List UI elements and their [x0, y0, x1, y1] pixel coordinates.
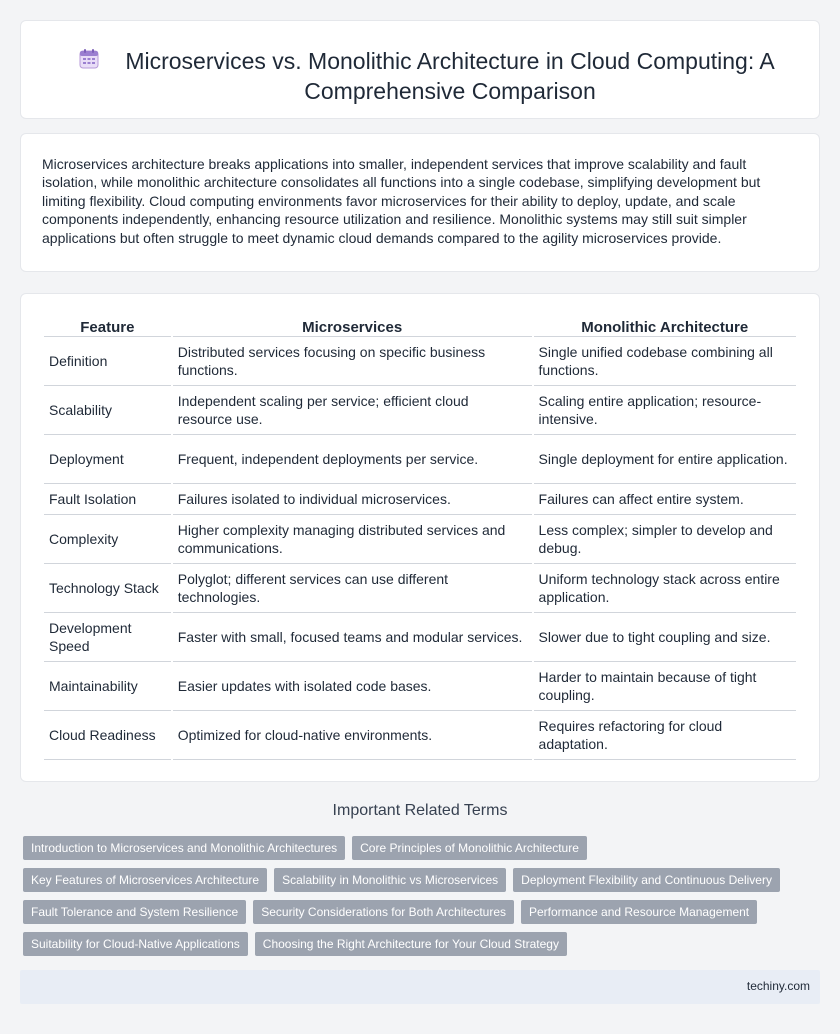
microservices-cell: Optimized for cloud-native environments.: [173, 711, 532, 760]
feature-cell: Scalability: [44, 386, 171, 435]
related-term-tag[interactable]: Core Principles of Monolithic Architecture: [352, 836, 587, 860]
related-term-tag[interactable]: Scalability in Monolithic vs Microservices: [274, 868, 506, 892]
table-row: [44, 484, 796, 515]
monolithic-cell: Failures can affect entire system.: [534, 484, 796, 515]
comparison-card: [20, 293, 820, 782]
table-row: [44, 711, 796, 760]
feature-cell: Definition: [44, 337, 171, 386]
related-term-tag[interactable]: Key Features of Microservices Architecture: [23, 868, 267, 892]
header-monolithic: Monolithic Architecture: [534, 314, 796, 337]
related-term-tag[interactable]: Introduction to Microservices and Monolithic Architectures: [23, 836, 345, 860]
microservices-cell: Failures isolated to individual microservices.: [173, 484, 532, 515]
table-row: [44, 564, 796, 613]
table-row: [44, 662, 796, 711]
monolithic-cell: Single unified codebase combining all functions.: [534, 337, 796, 386]
tag-row: [23, 868, 813, 892]
table-row: [44, 515, 796, 564]
tag-row: [23, 900, 813, 924]
feature-cell: Fault Isolation: [44, 484, 171, 515]
feature-cell: Development Speed: [44, 613, 171, 662]
table-row: [44, 386, 796, 435]
intro-card: [20, 133, 820, 272]
monolithic-cell: Requires refactoring for cloud adaptation.: [534, 711, 796, 760]
table-header-row: [44, 314, 796, 337]
table-row: [44, 435, 796, 484]
comparison-table: [42, 314, 798, 760]
microservices-cell: Polyglot; different services can use different technologies.: [173, 564, 532, 613]
header-feature: Feature: [44, 314, 171, 337]
feature-cell: Cloud Readiness: [44, 711, 171, 760]
related-term-tag[interactable]: Performance and Resource Management: [521, 900, 757, 924]
monolithic-cell: Uniform technology stack across entire application.: [534, 564, 796, 613]
microservices-cell: Distributed services focusing on specific business functions.: [173, 337, 532, 386]
microservices-cell: Easier updates with isolated code bases.: [173, 662, 532, 711]
monolithic-cell: Less complex; simpler to develop and debug.: [534, 515, 796, 564]
header-microservices: Microservices: [173, 314, 532, 337]
tag-row: [23, 932, 813, 956]
related-term-tag[interactable]: Security Considerations for Both Architectures: [253, 900, 514, 924]
monolithic-cell: Scaling entire application; resource-intensive.: [534, 386, 796, 435]
related-term-tag[interactable]: Choosing the Right Architecture for Your Cloud Strategy: [255, 932, 567, 956]
table-row: [44, 337, 796, 386]
page-title: Microservices vs. Monolithic Architecture in Cloud Computing: A Comprehensive Comparison: [125, 48, 775, 104]
microservices-cell: Higher complexity managing distributed services and communications.: [173, 515, 532, 564]
related-term-tag[interactable]: Deployment Flexibility and Continuous Delivery: [513, 868, 780, 892]
tag-row: [23, 836, 813, 860]
microservices-cell: Frequent, independent deployments per service.: [173, 435, 532, 484]
feature-cell: Maintainability: [44, 662, 171, 711]
table-row: [44, 613, 796, 662]
footer-site-link[interactable]: techiny.com: [746, 979, 810, 993]
feature-cell: Complexity: [44, 515, 171, 564]
microservices-cell: Independent scaling per service; efficient cloud resource use.: [173, 386, 532, 435]
monolithic-cell: Harder to maintain because of tight coupling.: [534, 662, 796, 711]
monolithic-cell: Slower due to tight coupling and size.: [534, 613, 796, 662]
title-card: [20, 20, 820, 119]
related-term-tag[interactable]: Fault Tolerance and System Resilience: [23, 900, 246, 924]
intro-paragraph: Microservices architecture breaks applications into smaller, independent services that improve scalability and fault isolation, while monolithic architecture consolidates all functions into a single codebase, simplifying development but limiting flexibility. Cloud computing environments favor microservices for their ability to deploy, update, and scale components independently, enhancing resource utilization and resilience. Monolithic systems may still suit simpler applications but often struggle to meet dynamic cloud demands compared to the agility microservices provide.: [42, 156, 761, 246]
feature-cell: Technology Stack: [44, 564, 171, 613]
monolithic-cell: Single deployment for entire application.: [534, 435, 796, 484]
related-terms-heading: Important Related Terms: [332, 802, 508, 819]
related-terms-list: [23, 836, 813, 964]
feature-cell: Deployment: [44, 435, 171, 484]
calendar-icon: [78, 48, 100, 70]
footer: [20, 970, 820, 1004]
related-term-tag[interactable]: Suitability for Cloud-Native Applications: [23, 932, 248, 956]
microservices-cell: Faster with small, focused teams and modular services.: [173, 613, 532, 662]
